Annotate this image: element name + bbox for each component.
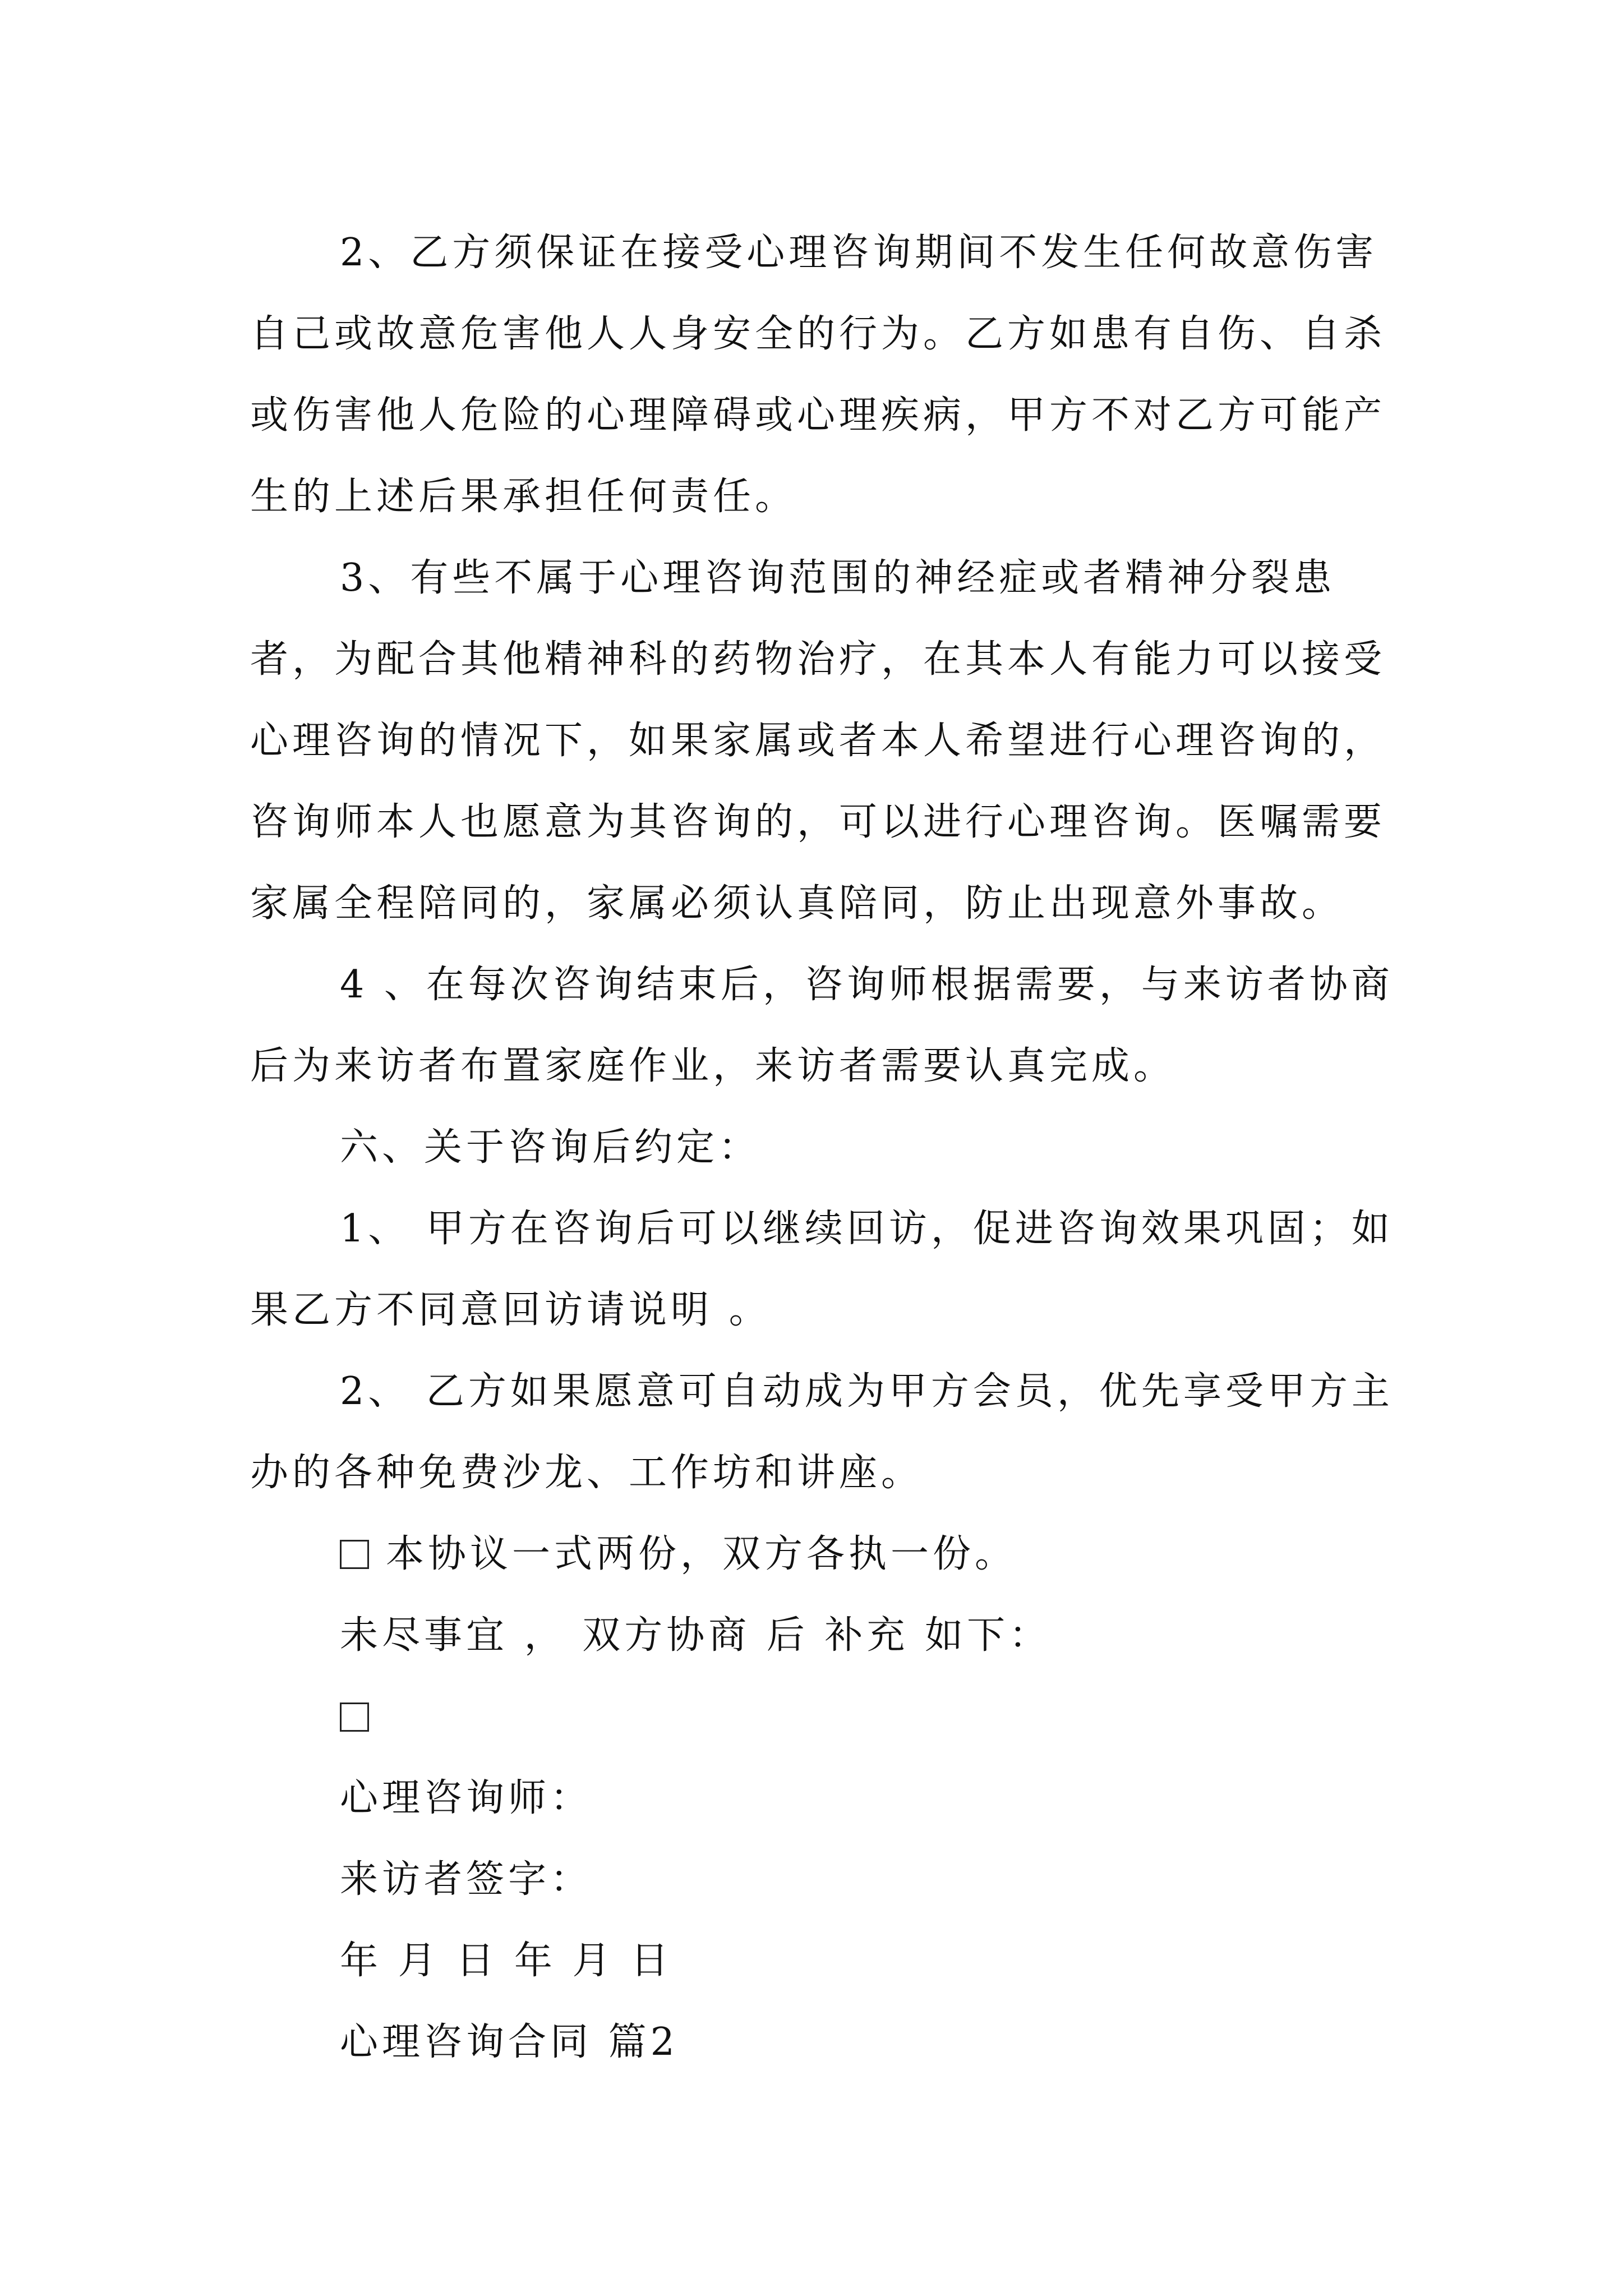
visitor-signature-label: 来访者签字： bbox=[340, 1857, 593, 1902]
checkbox-icon bbox=[340, 1703, 369, 1732]
paragraph-item-3: 3、有些不属于心理咨询范围的神经症或者精神分裂患者，为配合其他精神科的药物治疗，在其本人有能力可以接受心理咨询的情况下，如果家属或者本人希望进行心理咨询的，咨询师本人也愿意为其咨询的，可以进行心理咨询。医嘱需要家属全程陪同的，家属必须认真陪同，防止出现意外事故。 bbox=[250, 556, 1386, 926]
document-body bbox=[250, 212, 1394, 2083]
paragraph-item-2: 2、乙方须保证在接受心理咨询期间不发生任何故意伤害自己或故意危害他人人身安全的行为。乙方如患有自伤、自杀或伤害他人危险的心理障碍或心理疾病，甲方不对乙方可能产生的上述后果承担任何责任。 bbox=[250, 231, 1386, 519]
checkbox-icon bbox=[340, 1540, 369, 1569]
paragraph-followup-1: 1、 甲方在咨询后可以继续回访，促进咨询效果巩固；如果乙方不同意回访请说明 。 bbox=[250, 1207, 1394, 1332]
counselor-signature-label: 心理咨询师： bbox=[340, 1776, 593, 1820]
paragraph-followup-2: 2、 乙方如果愿意可自动成为甲方会员，优先享受甲方主办的各种免费沙龙、工作坊和讲座。 bbox=[250, 1369, 1394, 1495]
next-section-title: 心理咨询合同 篇2 bbox=[340, 2020, 679, 2064]
section-heading-after-consultation: 六、关于咨询后约定： bbox=[340, 1125, 761, 1170]
empty-checkbox-line bbox=[250, 1676, 1394, 1757]
agreement-copies-text: 本协议一式两份，双方各执一份。 bbox=[386, 1532, 1017, 1576]
date-line: 年 月 日 年 月 日 bbox=[340, 1939, 673, 1983]
supplement-line: 未尽事宜 ， 双方协商 后 补充 如下： bbox=[340, 1613, 1052, 1658]
agreement-copies-line bbox=[250, 1513, 1394, 1595]
paragraph-item-4: 4 、在每次咨询结束后，咨询师根据需要，与来访者协商后为来访者布置家庭作业，来访者需要认真完成。 bbox=[250, 963, 1394, 1088]
